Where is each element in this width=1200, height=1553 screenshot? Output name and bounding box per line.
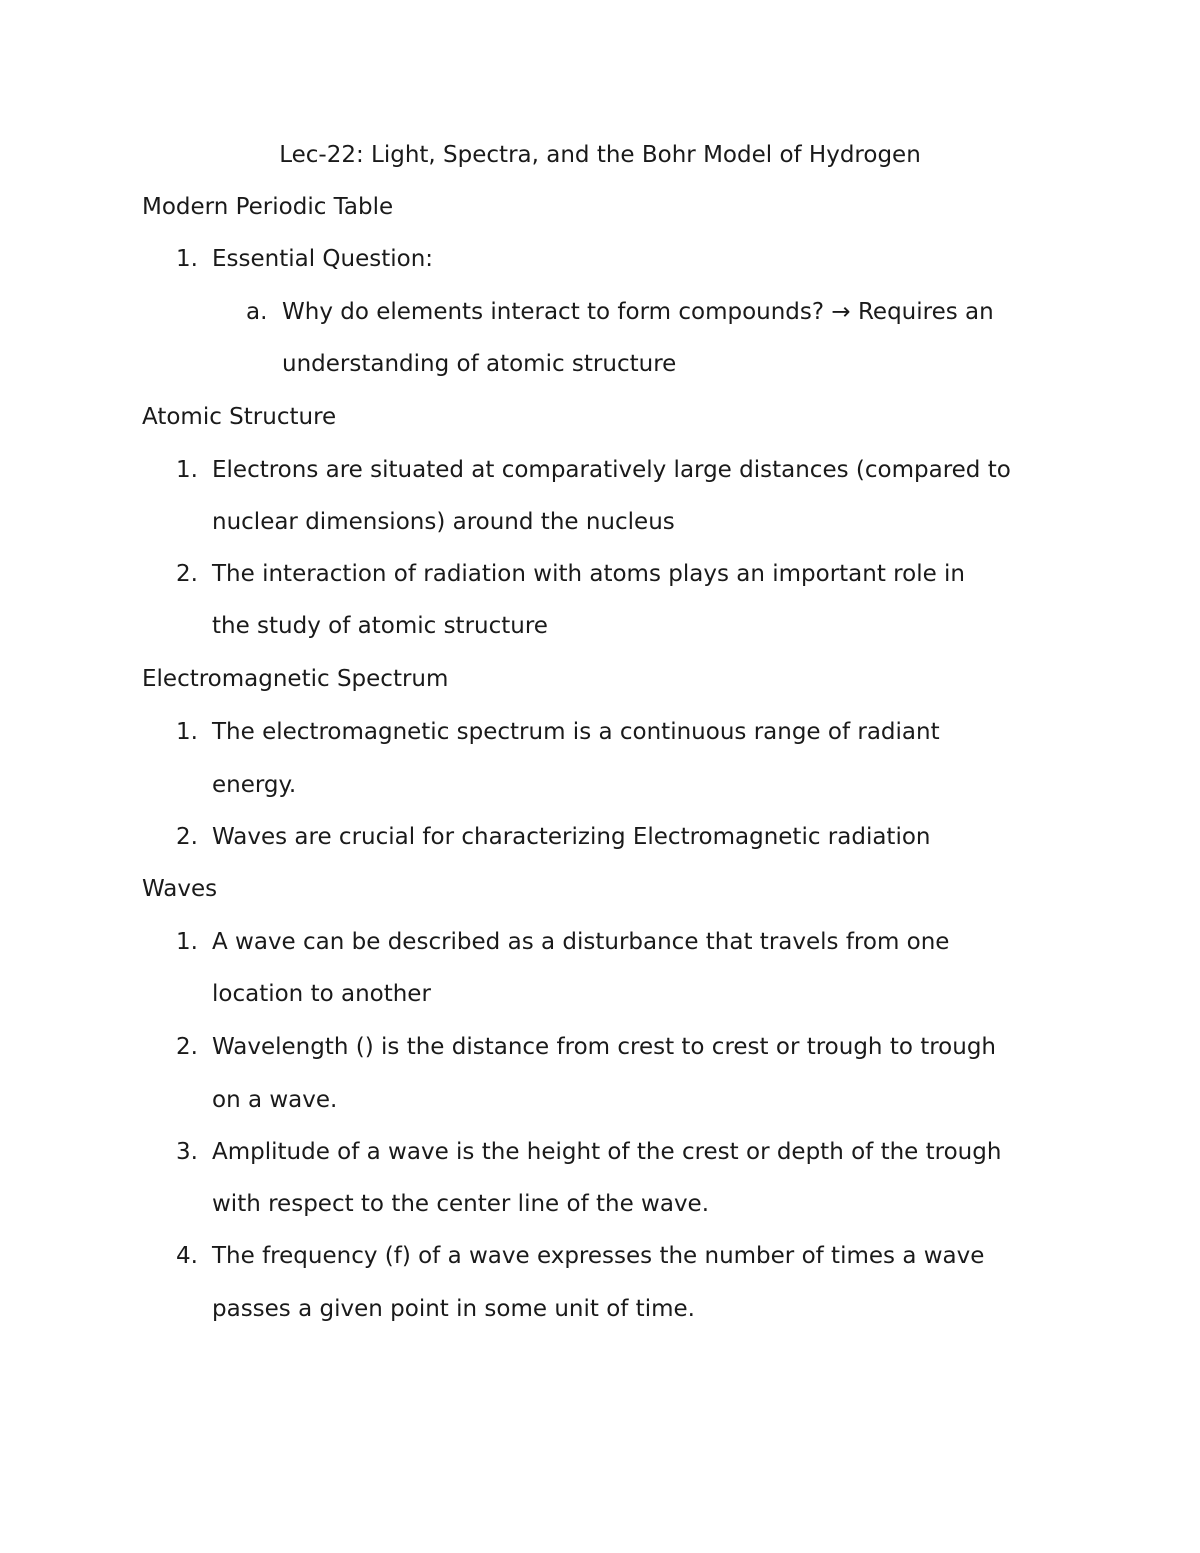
section-heading: Atomic Structure	[142, 404, 337, 430]
list-item-text: passes a given point in some unit of time.	[212, 1296, 695, 1322]
list-item-text: nuclear dimensions) around the nucleus	[212, 509, 675, 535]
list-marker: 2.	[176, 561, 198, 587]
list-item-text: on a wave.	[212, 1087, 338, 1113]
list-marker: 3.	[176, 1139, 198, 1165]
list-marker: 2.	[176, 1034, 198, 1060]
list-marker: 1.	[176, 719, 198, 745]
section-heading: Modern Periodic Table	[142, 194, 394, 220]
list-marker: 4.	[176, 1243, 198, 1269]
section-heading: Electromagnetic Spectrum	[142, 666, 449, 692]
list-item-text: Essential Question:	[212, 246, 434, 272]
list-item-text: The frequency (f) of a wave expresses the number of times a wave	[212, 1243, 985, 1269]
document-title: Lec-22: Light, Spectra, and the Bohr Model of Hydrogen	[279, 142, 921, 168]
list-item-text: Electrons are situated at comparatively large distances (compared to	[212, 457, 1011, 483]
list-item-text: Waves are crucial for characterizing Electromagnetic radiation	[212, 824, 931, 850]
list-item-text: The interaction of radiation with atoms plays an important role in	[212, 561, 966, 587]
list-item-text: A wave can be described as a disturbance that travels from one	[212, 929, 950, 955]
list-marker: 1.	[176, 457, 198, 483]
list-item-text: Wavelength () is the distance from crest to crest or trough to trough	[212, 1034, 997, 1060]
list-marker: 1.	[176, 246, 198, 272]
list-item-text: The electromagnetic spectrum is a continuous range of radiant	[212, 719, 940, 745]
list-item-text: location to another	[212, 981, 431, 1007]
sublist-item-text: Why do elements interact to form compounds? → Requires an	[282, 299, 994, 325]
sublist-marker: a.	[246, 299, 268, 325]
list-marker: 1.	[176, 929, 198, 955]
list-item-text: Amplitude of a wave is the height of the crest or depth of the trough	[212, 1139, 1002, 1165]
sublist-item-text: understanding of atomic structure	[282, 351, 677, 377]
list-marker: 2.	[176, 824, 198, 850]
list-item-text: with respect to the center line of the wave.	[212, 1191, 710, 1217]
list-item-text: energy.	[212, 772, 297, 798]
list-item-text: the study of atomic structure	[212, 613, 548, 639]
section-heading: Waves	[142, 876, 218, 902]
